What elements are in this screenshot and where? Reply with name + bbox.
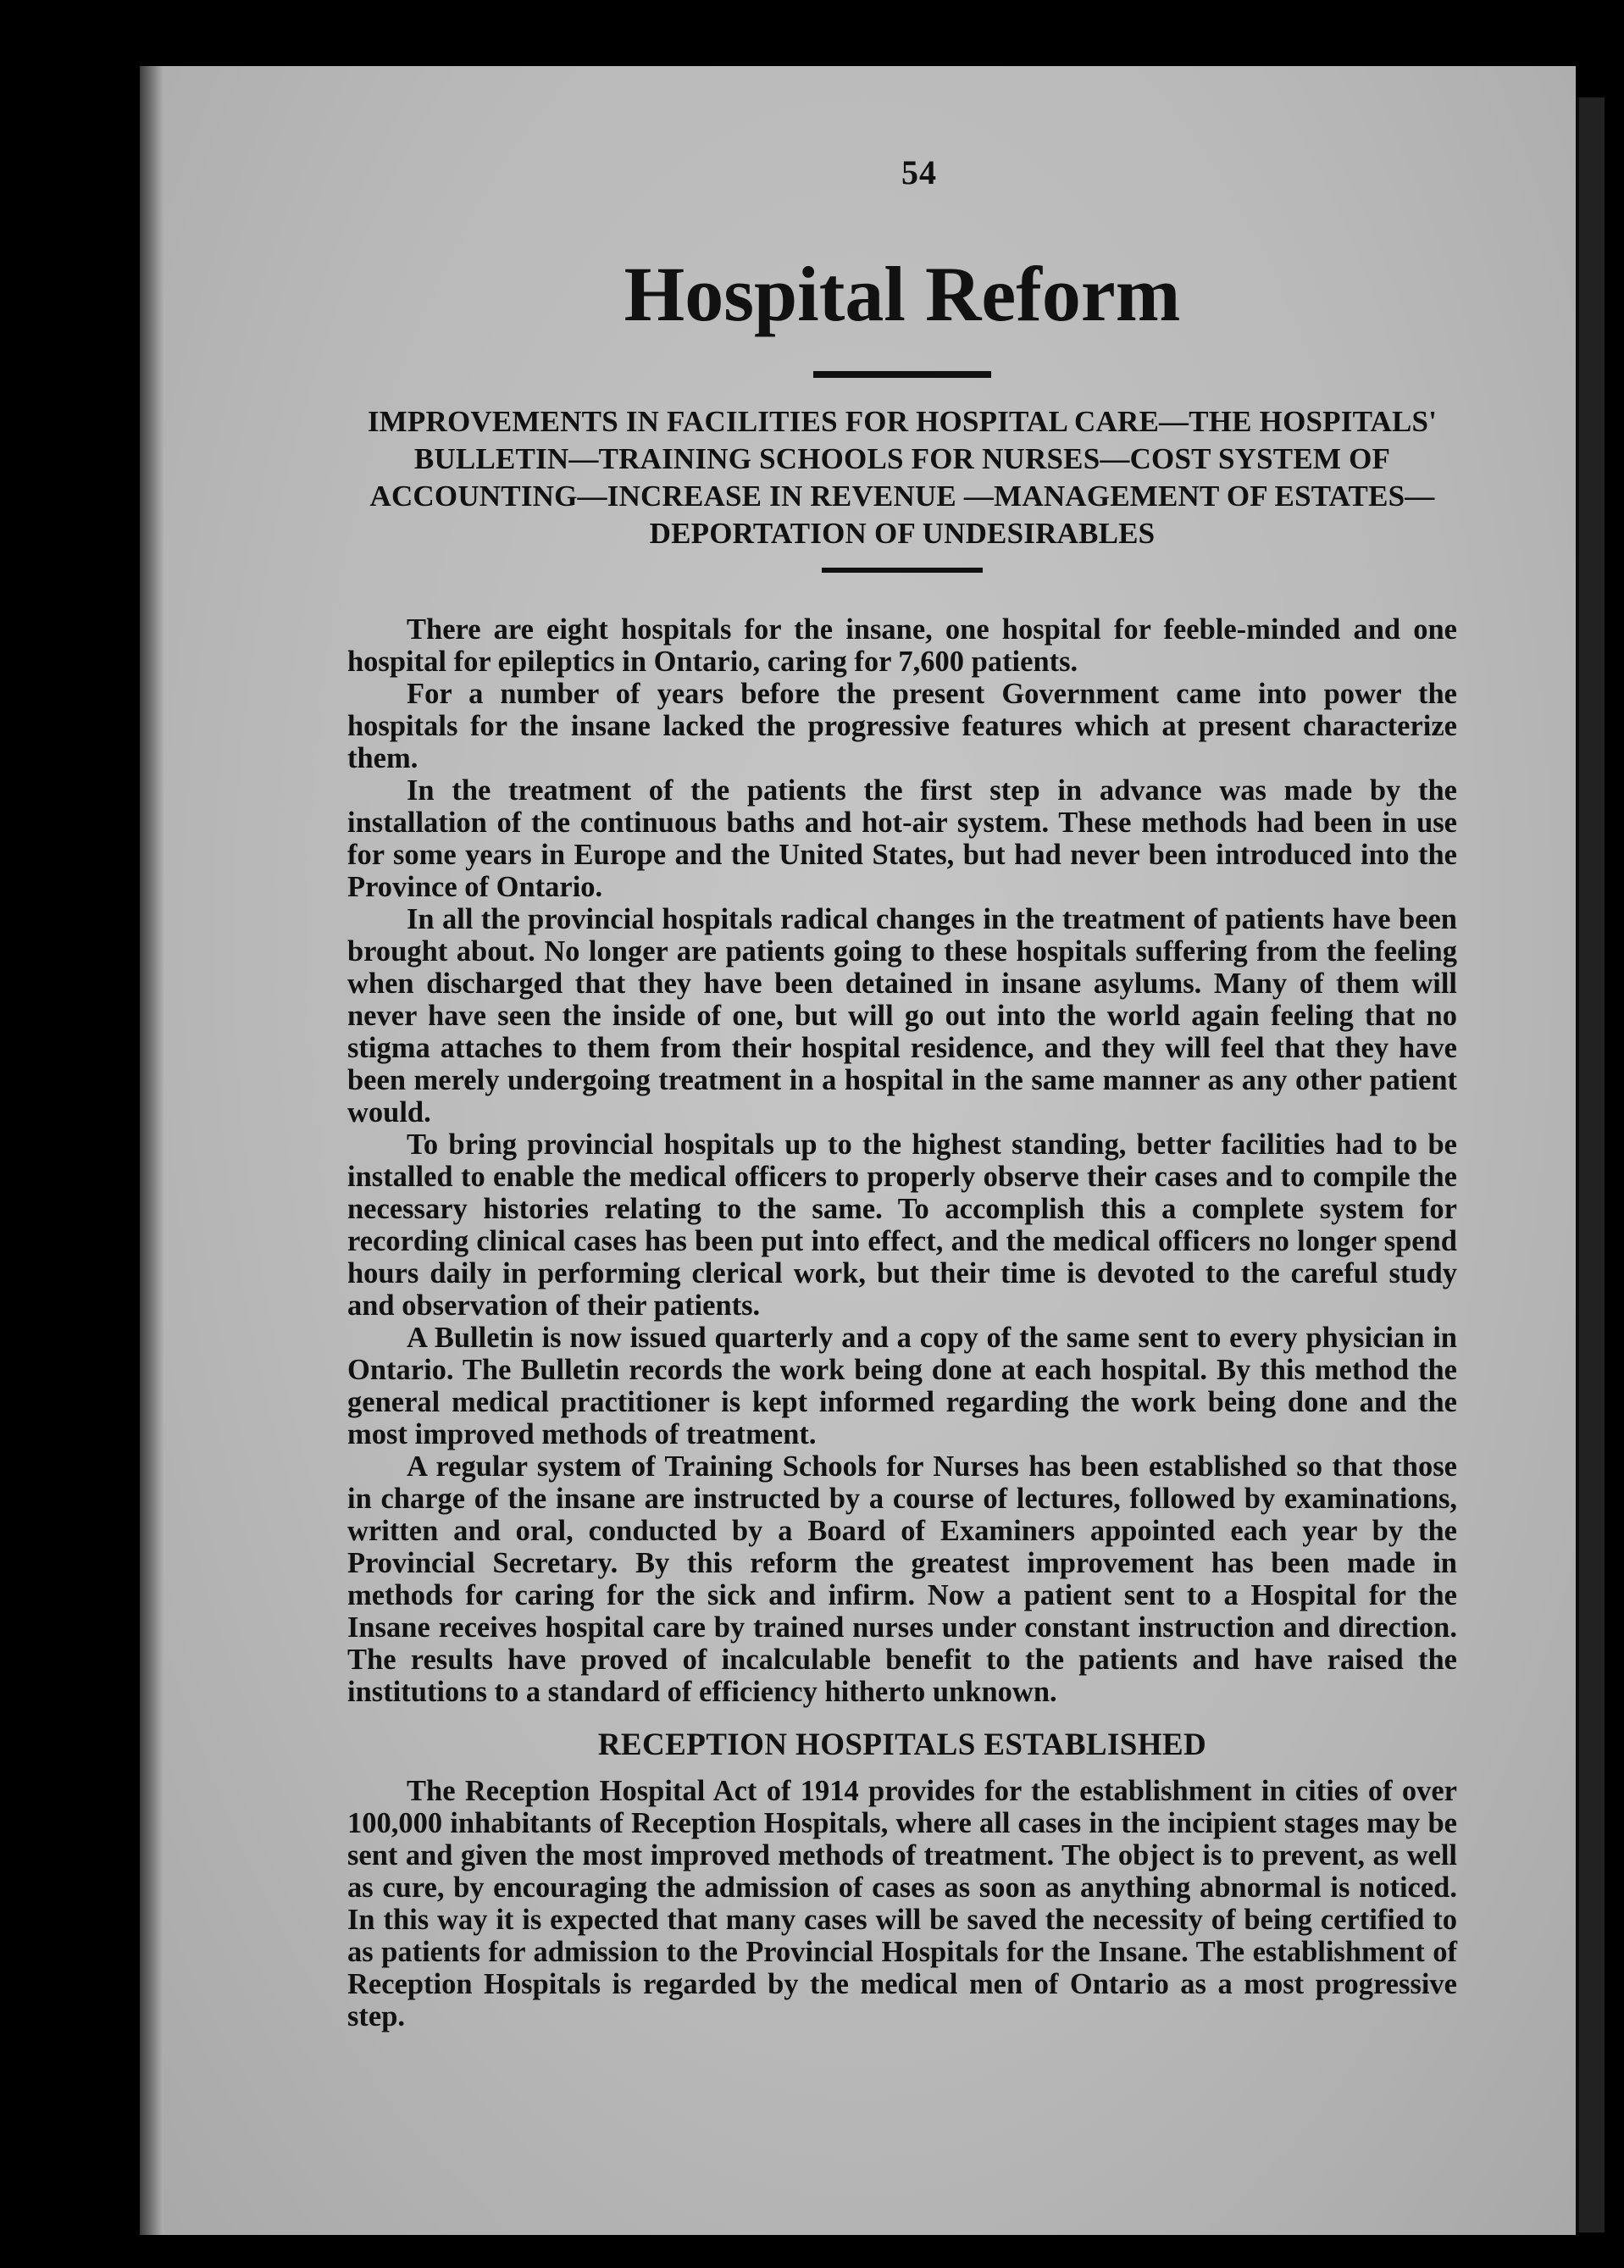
paragraph: In all the provincial hospitals radical changes in the treatment of patients have been brought about. No longer are patients going to these hospitals suffering from the feeling when discharged that they have been detained in insane asylums. Many of them will never have seen the inside of one, but will go out into the world again feeling that no stigma attaches to them from their hospital residence, and they will feel that they have been merely undergoing treatment in a hospital in the same manner as any other patient would.	[347, 903, 1457, 1129]
section-body-text	[347, 1775, 1457, 2032]
paragraph: For a number of years before the present Government came into power the hospitals for the insane lacked the progressive features which at present characterize them.	[347, 678, 1457, 775]
chapter-summary: IMPROVEMENTS IN FACILITIES FOR HOSPITAL CARE—THE HOSPITALS' BULLETIN—TRAINING SCHOOLS FOR NURSES—COST SYSTEM OF ACCOUNTING—INCREASE IN REVENUE —MANAGEMENT OF ESTATES—DEPORTATION OF UNDESIRABLES	[367, 405, 1438, 551]
paragraph: There are eight hospitals for the insane, one hospital for feeble-minded and one hospital for epileptics in Ontario, caring for 7,600 patients.	[347, 613, 1457, 679]
page-spine-shadow	[140, 66, 164, 2235]
section-heading: RECEPTION HOSPITALS ESTABLISHED	[597, 1727, 1207, 1763]
title-rule	[813, 371, 991, 378]
paragraph: To bring provincial hospitals up to the highest standing, better facilities had to be installed to enable the medical officers to properly observe their cases and to compile the necessary histories relating to the same. To accomplish this a complete system for recording clinical cases has been put into effect, and the medical officers no longer spend hours daily in performing clerical work, but their time is devoted to the careful study and observation of their patients.	[347, 1128, 1457, 1323]
page-content	[347, 152, 1457, 2032]
paragraph: The Reception Hospital Act of 1914 provides for the establishment in cities of over 100,000 inhabitants of Reception Hospitals, where all cases in the incipient stages may be sent and given the most improved methods of treatment. The object is to prevent, as well as cure, by encouraging the admission of cases as soon as anything abnormal is noticed. In this way it is expected that many cases will be saved the necessity of being certified to as patients for admission to the Provincial Hospitals for the Insane. The establishment of Reception Hospitals is regarded by the medical men of Ontario as a most progressive step.	[347, 1775, 1457, 2033]
page-title: Hospital Reform	[624, 251, 1181, 337]
summary-rule	[822, 568, 983, 573]
adjacent-page-edge	[1576, 97, 1605, 2232]
paragraph: A regular system of Training Schools for Nurses has been established so that those in charge of the insane are instructed by a course of lectures, followed by examinations, written and oral, conducted by a Board of Examiners appointed each year by the Provincial Secretary. By this reform the greatest improvement has been made in methods for caring for the sick and infirm. Now a patient sent to a Hospital for the Insane receives hospital care by trained nurses under constant instruction and direction. The results have proved of incalculable benefit to the patients and have raised the institutions to a standard of efficiency hitherto unknown.	[347, 1450, 1457, 1709]
paragraph: In the treatment of the patients the first step in advance was made by the installation of the continuous baths and hot-air system. These methods had been in use for some years in Europe and the United States, but had never been introduced into the Province of Ontario.	[347, 774, 1457, 904]
page-number: 54	[901, 153, 937, 191]
body-text	[347, 613, 1457, 1708]
paragraph: A Bulletin is now issued quarterly and a copy of the same sent to every physician in Ontario. The Bulletin records the work being done at each hospital. By this method the general medical practitioner is kept informed regarding the work being done and the most improved methods of treatment.	[347, 1322, 1457, 1451]
